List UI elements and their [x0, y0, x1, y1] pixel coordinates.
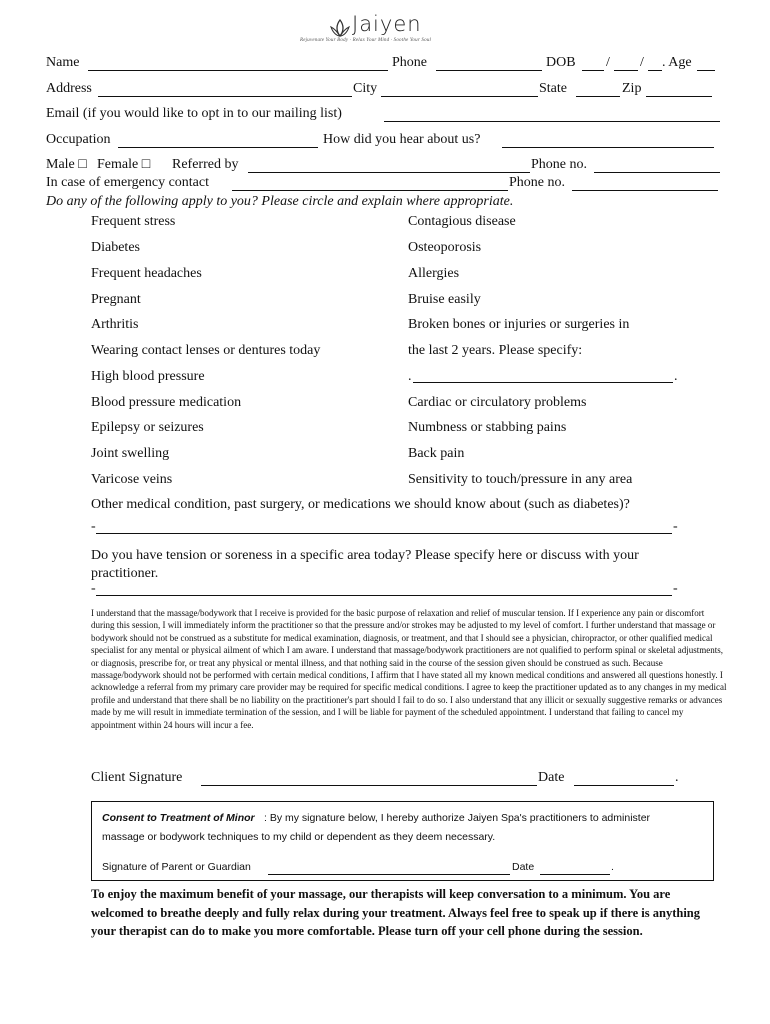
city-field[interactable]	[381, 96, 538, 97]
email-label: Email (if you would like to opt in to our mailing list)	[46, 106, 342, 121]
dob-label: DOB	[546, 55, 576, 70]
client-signature-field[interactable]	[201, 785, 537, 786]
dob-year-field[interactable]	[648, 70, 662, 71]
condition-item: the last 2 years. Please specify:	[408, 343, 583, 358]
tension-field[interactable]	[96, 595, 672, 596]
guardian-date-field[interactable]	[540, 874, 610, 875]
client-signature-label: Client Signature	[91, 770, 183, 785]
state-field[interactable]	[576, 96, 620, 97]
email-field[interactable]	[384, 121, 720, 122]
guardian-signature-label: Signature of Parent or Guardian	[102, 861, 251, 873]
emergency-phone-field[interactable]	[572, 190, 718, 191]
condition-item[interactable]: Bruise easily	[408, 292, 481, 307]
logo-tagline: Rejuvenate Your Body · Relax Your Mind · Soothe Your Soul	[300, 38, 432, 43]
city-label: City	[353, 81, 378, 96]
signature-date-field[interactable]	[574, 785, 674, 786]
phone-label: Phone	[392, 55, 427, 70]
age-label: . Age	[662, 55, 692, 70]
age-field[interactable]	[697, 70, 715, 71]
hear-about-label: How did you hear about us?	[323, 132, 481, 147]
tension-question-cont: practitioner.	[91, 566, 159, 581]
condition-item[interactable]: Frequent headaches	[91, 266, 202, 281]
condition-item[interactable]: Varicose veins	[91, 472, 173, 487]
address-label: Address	[46, 81, 92, 96]
tension-line-start: -	[91, 581, 96, 596]
guardian-date-label: Date	[512, 861, 535, 873]
spa-logo	[296, 12, 476, 50]
occupation-label: Occupation	[46, 132, 111, 147]
condition-item[interactable]: High blood pressure	[91, 369, 205, 384]
referrer-phone-field[interactable]	[594, 172, 720, 173]
male-checkbox[interactable]: Male □	[46, 157, 87, 172]
condition-item[interactable]: Cardiac or circulatory problems	[408, 395, 587, 410]
signature-date-end: .	[675, 770, 679, 785]
other-condition-line-start: -	[91, 519, 96, 534]
condition-item[interactable]: Blood pressure medication	[91, 395, 242, 410]
condition-item[interactable]: Diabetes	[91, 240, 140, 255]
zip-label: Zip	[622, 81, 642, 96]
signature-date-label: Date	[538, 770, 565, 785]
emergency-phone-label: Phone no.	[509, 175, 565, 190]
condition-item[interactable]: Allergies	[408, 266, 460, 281]
emergency-contact-label: In case of emergency contact	[46, 175, 209, 190]
other-condition-question: Other medical condition, past surgery, or medications we should know about (such as diabetes)?	[91, 497, 630, 512]
condition-item[interactable]: Sensitivity to touch/pressure in any area	[408, 472, 633, 487]
dob-separator-2: /	[640, 55, 644, 70]
occupation-field[interactable]	[118, 147, 318, 148]
specify-line-start: .	[408, 369, 412, 384]
hear-about-field[interactable]	[502, 147, 714, 148]
tension-question: Do you have tension or soreness in a specific area today? Please specify here or discuss with your	[91, 548, 639, 563]
closing-notice: To enjoy the maximum benefit of your massage, our therapists will keep conversation to a minimum. You are welcomed to breathe deeply and fully relax during your treatment. Always feel free to speak up if there is anything your therapist can do to make you more comfortable. Please turn off your cell phone during the session.	[91, 887, 701, 938]
dob-month-field[interactable]	[582, 70, 604, 71]
referred-by-field[interactable]	[248, 172, 530, 173]
condition-item[interactable]: Joint swelling	[91, 446, 170, 461]
guardian-date-end: .	[611, 861, 614, 873]
referrer-phone-label: Phone no.	[531, 157, 587, 172]
condition-item[interactable]: Epilepsy or seizures	[91, 420, 204, 435]
female-checkbox[interactable]: Female □	[97, 157, 151, 172]
dob-day-field[interactable]	[614, 70, 638, 71]
guardian-signature-field[interactable]	[268, 874, 510, 875]
lotus-icon	[328, 18, 352, 40]
other-condition-field[interactable]	[96, 533, 672, 534]
dob-separator-1: /	[606, 55, 610, 70]
condition-item[interactable]: Pregnant	[91, 292, 141, 307]
emergency-contact-field[interactable]	[232, 190, 508, 191]
condition-item[interactable]: Broken bones or injuries or surgeries in	[408, 317, 630, 332]
condition-item[interactable]: Numbness or stabbing pains	[408, 420, 567, 435]
name-field[interactable]	[88, 70, 388, 71]
condition-item[interactable]: Back pain	[408, 446, 465, 461]
referred-by-label: Referred by	[172, 157, 239, 172]
condition-item[interactable]: Contagious disease	[408, 214, 516, 229]
specify-line-end: .	[674, 369, 678, 384]
address-field[interactable]	[98, 96, 352, 97]
minor-consent-text: : By my signature below, I hereby authorize Jaiyen Spa's practitioners to administer	[264, 812, 651, 824]
logo-wordmark: Jaiyen	[352, 12, 422, 36]
consent-legal-text: I understand that the massage/bodywork that I receive is provided for the basic purpose of relaxation and relief of muscular tension. If I experience any pain or discomfort during this session, I will immediately inform the practitioner so that the pressure and/or strokes may be adjusted to my level of comfort. I further understand that massage or bodywork should not be construed as a substitute for medical examination, diagnosis, or treatment, and that I should see a physician, chiropractor, or other qualified medical specialist for any mental or physical ailment of which I am aware. I understand that massage/bodywork practitioners are not qualified to perform spinal or skeletal adjustments, or diagnosis, prescribe for, or treat any physical or mental illness, and that nothing said in the course of the session given should be construed as such. Because massage/bodywork should not be performed with certain medical conditions, I affirm that I have stated all my known medical conditions and answered all questions honestly. I acknowledge a referral from my primary care provider may be required for specific medical conditions. I agree to keep the practitioner updated as to any changes in my medical profile and understand that there shall be no liability on the practitioner's part should I fail to do so. I also understand that any illicit or sexually suggestive remarks or advances made by me will result in immediate termination of the session, and I will be liable for payment of the scheduled appointment. I understand that failing to cancel my appointment within 24 hours will incur a fee.	[91, 608, 727, 730]
minor-consent-box	[91, 801, 714, 881]
state-label: State	[539, 81, 567, 96]
injuries-specify-field[interactable]	[413, 382, 673, 383]
condition-item[interactable]: Frequent stress	[91, 214, 176, 229]
condition-item[interactable]: Wearing contact lenses or dentures today	[91, 343, 321, 358]
other-condition-line-end: -	[673, 519, 678, 534]
condition-item[interactable]: Arthritis	[91, 317, 139, 332]
minor-consent-title: Consent to Treatment of Minor	[102, 812, 255, 824]
condition-item[interactable]: Osteoporosis	[408, 240, 482, 255]
conditions-prompt: Do any of the following apply to you? Please circle and explain where appropriate.	[46, 194, 514, 209]
name-label: Name	[46, 55, 80, 70]
tension-line-end: -	[673, 581, 678, 596]
minor-consent-text-cont: massage or bodywork techniques to my child or dependent as they deem necessary.	[102, 831, 496, 843]
phone-field[interactable]	[436, 70, 542, 71]
zip-field[interactable]	[646, 96, 712, 97]
